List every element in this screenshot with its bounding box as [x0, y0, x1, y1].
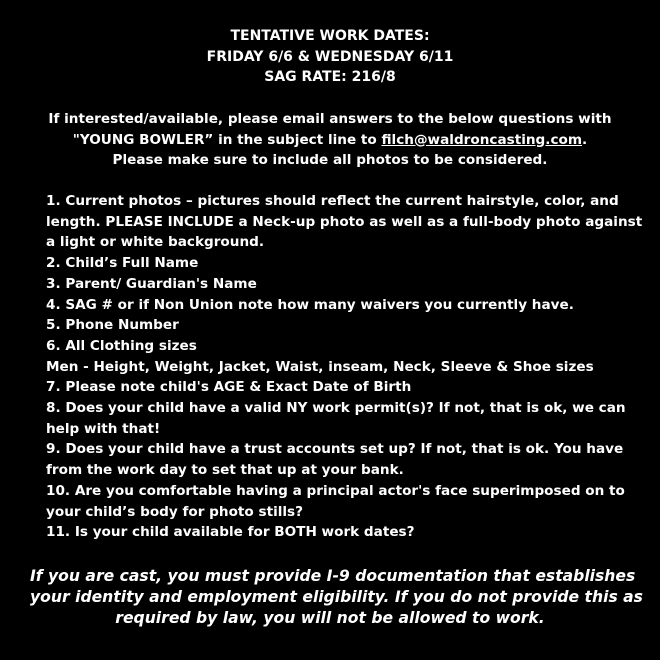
- question-line: 3. Parent/ Guardian's Name: [46, 275, 257, 292]
- question-line: 11. Is your child available for BOTH work dates?: [46, 524, 415, 541]
- work-dates-header: [0, 26, 660, 88]
- header-dates: FRIDAY 6/6 & WEDNESDAY 6/11: [206, 48, 454, 65]
- intro-line-2-end: .: [582, 131, 588, 148]
- questions-list: [46, 191, 643, 543]
- question-line: 6. All Clothing sizes: [46, 337, 197, 354]
- i9-notice: [30, 566, 643, 629]
- question-line: 4. SAG # or if Non Union note how many waivers you currently have.: [46, 296, 574, 313]
- question-line: Men - Height, Weight, Jacket, Waist, inseam, Neck, Sleeve & Shoe sizes: [46, 358, 594, 375]
- question-line: 10. Are you comfortable having a principal actor's face superimposed on to: [46, 482, 625, 499]
- question-line: 2. Child’s Full Name: [46, 255, 199, 272]
- question-line: length. PLEASE INCLUDE a Neck-up photo as well as a full-body photo against: [46, 213, 643, 230]
- question-line: 8. Does your child have a valid NY work permit(s)? If not, that is ok, we can: [46, 400, 626, 417]
- question-line: a light or white background.: [46, 234, 265, 251]
- intro-line-1: If interested/available, please email answers to the below questions with: [48, 111, 612, 127]
- question-line: 5. Phone Number: [46, 317, 179, 334]
- intro-line-2: [20, 130, 640, 151]
- i9-notice-line-1: If you are cast, you must provide I-9 documentation that establishes: [30, 567, 636, 585]
- header-title: TENTATIVE WORK DATES:: [230, 28, 430, 44]
- i9-notice-line-3: required by law, you will not be allowed to work.: [115, 609, 545, 627]
- question-line: from the work day to set that up at your bank.: [46, 462, 404, 479]
- question-line: 1. Current photos – pictures should reflect the current hairstyle, color, and: [46, 193, 619, 209]
- intro-paragraph: [20, 109, 640, 171]
- question-line: your child’s body for photo stills?: [46, 503, 304, 520]
- header-rate: SAG RATE: 216/8: [264, 69, 396, 85]
- question-line: 9. Does your child have a trust accounts set up? If not, that is ok. You have: [46, 441, 624, 458]
- question-line: help with that!: [46, 420, 161, 437]
- email-link[interactable]: filch@waldroncasting.com: [381, 131, 583, 148]
- intro-line-3: Please make sure to include all photos to be considered.: [112, 152, 548, 168]
- question-line: 7. Please note child's AGE & Exact Date of Birth: [46, 379, 412, 396]
- i9-notice-line-2: your identity and employment eligibility. If you do not provide this as: [30, 588, 643, 606]
- intro-line-2-text: "YOUNG BOWLER” in the subject line to: [72, 131, 382, 148]
